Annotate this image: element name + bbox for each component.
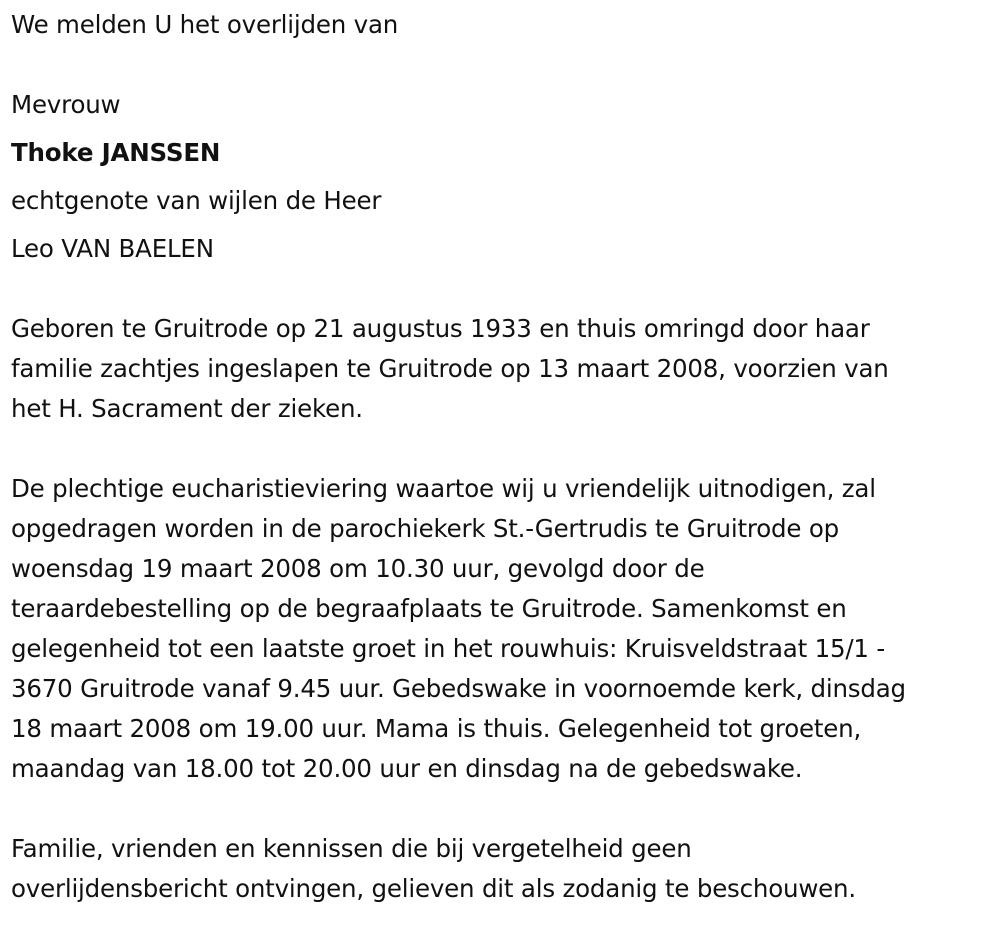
paragraph-line: 18 maart 2008 om 19.00 uur. Mama is thuis. Gelegenheid tot groeten, bbox=[11, 714, 862, 743]
paragraph-line: De plechtige eucharistieviering waartoe wij u vriendelijk uitnodigen, zal bbox=[11, 474, 876, 503]
paragraph-line: opgedragen worden in de parochiekerk St.-Gertrudis te Gruitrode op bbox=[11, 514, 839, 543]
birth-death-paragraph bbox=[11, 309, 996, 429]
deceased-name: Thoke JANSSEN bbox=[11, 138, 221, 167]
paragraph-line: Geboren te Gruitrode op 21 augustus 1933 en thuis omringd door haar bbox=[11, 314, 870, 343]
paragraph-line: overlijdensbericht ontvingen, gelieven dit als zodanig te beschouwen. bbox=[11, 874, 856, 903]
paragraph-line: maandag van 18.00 tot 20.00 uur en dinsdag na de gebedswake. bbox=[11, 754, 803, 783]
spouse-name: Leo VAN BAELEN bbox=[11, 234, 214, 263]
salutation: Mevrouw bbox=[11, 90, 121, 119]
paragraph-line: Familie, vrienden en kennissen die bij vergetelheid geen bbox=[11, 834, 692, 863]
paragraph-line: het H. Sacrament der zieken. bbox=[11, 394, 363, 423]
ceremony-paragraph bbox=[11, 469, 996, 789]
paragraph-line: teraardebestelling op de begraafplaats te Gruitrode. Samenkomst en bbox=[11, 594, 847, 623]
paragraph-line: 3670 Gruitrode vanaf 9.45 uur. Gebedswake in voornoemde kerk, dinsdag bbox=[11, 674, 906, 703]
intro-text: We melden U het overlijden van bbox=[11, 10, 399, 39]
relation-text: echtgenote van wijlen de Heer bbox=[11, 186, 382, 215]
paragraph-line: woensdag 19 maart 2008 om 10.30 uur, gevolgd door de bbox=[11, 554, 705, 583]
paragraph-line: gelegenheid tot een laatste groet in het rouwhuis: Kruisveldstraat 15/1 - bbox=[11, 634, 886, 663]
closing-paragraph bbox=[11, 829, 996, 909]
paragraph-line: familie zachtjes ingeslapen te Gruitrode op 13 maart 2008, voorzien van bbox=[11, 354, 889, 383]
